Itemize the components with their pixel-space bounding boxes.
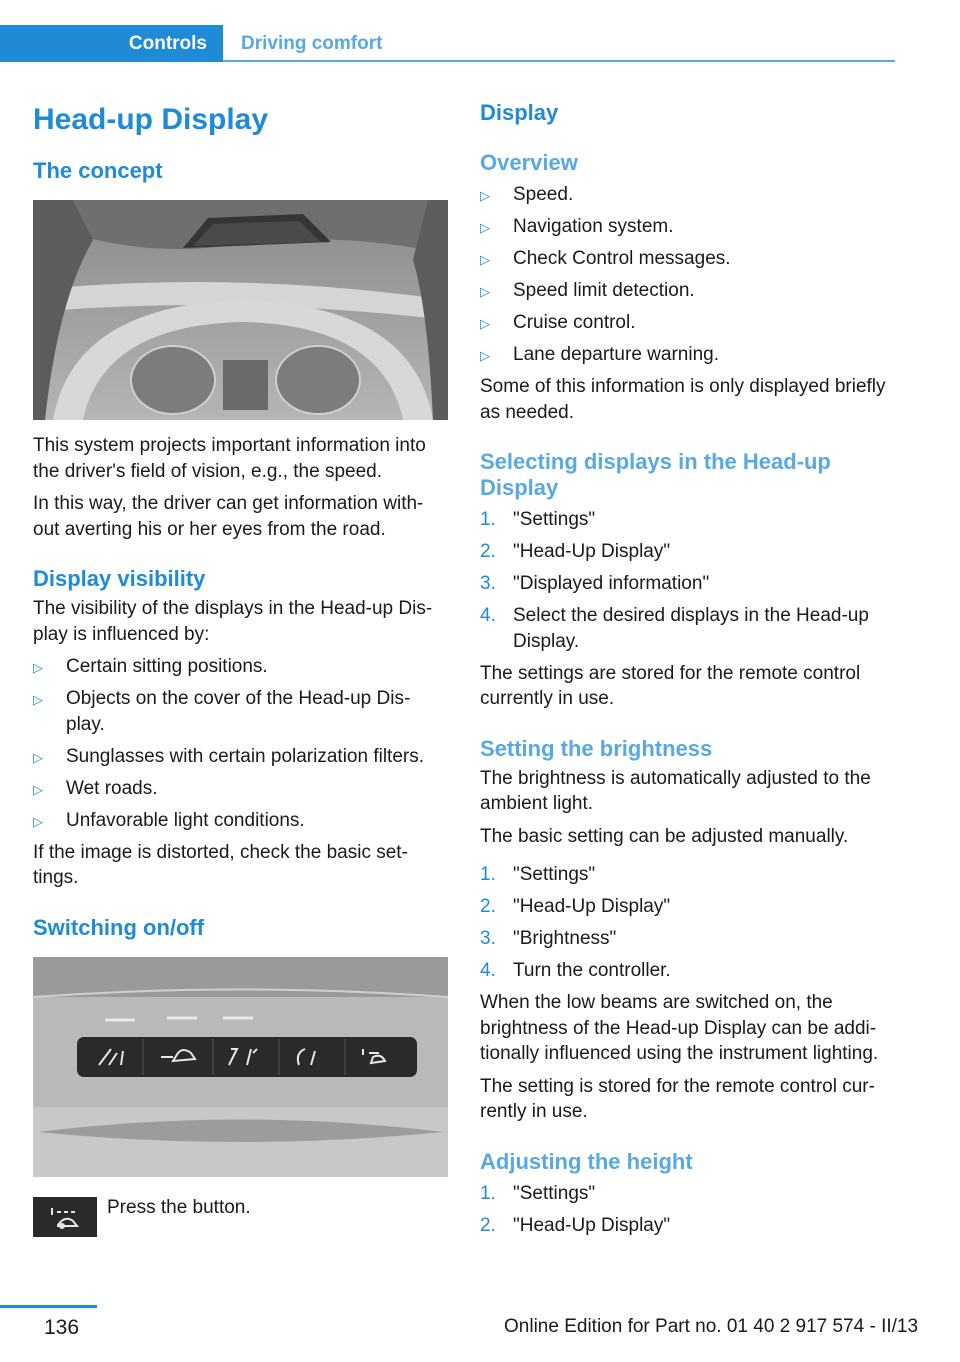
- list-item: ▷ Navigation system.: [480, 214, 898, 240]
- list-item: ▷ Wet roads.: [33, 776, 448, 802]
- concept-paragraph-2: In this way, the driver can get information with‐out averting his or her eyes from the road.: [33, 493, 424, 540]
- step-number: 1.: [480, 864, 496, 885]
- heading-the-concept: The concept: [33, 158, 163, 183]
- page-header: [0, 25, 895, 62]
- heading-overview: Overview: [480, 150, 578, 175]
- heading-setting-brightness: Setting the brightness: [480, 735, 713, 761]
- step-number: 3.: [480, 928, 496, 949]
- bullet-triangle-icon: ▷: [480, 284, 490, 299]
- list-item: ▷ Speed limit detection.: [480, 278, 898, 304]
- step-number: 2.: [480, 1214, 496, 1236]
- head-up-display-button-icon: [33, 1197, 97, 1237]
- brightness-steps: [480, 862, 898, 984]
- list-item: 1. "Settings": [480, 862, 898, 888]
- list-item: 1. "Settings": [480, 1181, 898, 1207]
- heading-display: Display: [480, 100, 559, 125]
- list-item: 3. "Displayed information": [480, 571, 898, 597]
- brightness-paragraph-3: When the low beams are switched on, the brightness of the Head-up Display can be addi‐tionally influenced using the instrument lighting.: [480, 992, 879, 1064]
- list-item: ▷ Unfavorable light conditions.: [33, 808, 448, 834]
- overview-note: Some of this information is only displayed briefly as needed.: [480, 376, 886, 423]
- step-number: 1.: [480, 509, 496, 530]
- left-column: [33, 100, 448, 1243]
- list-item: ▷ Objects on the cover of the Head-up Dis‐play.: [33, 688, 411, 735]
- bullet-triangle-icon: ▷: [33, 781, 43, 797]
- edition-text: Online Edition for Part no. 01 40 2 917 574 - II/13: [504, 1316, 919, 1337]
- page-number: 136: [44, 1316, 80, 1339]
- list-item: 3. "Brightness": [480, 926, 898, 952]
- list-item: ▷ Sunglasses with certain polarization filters.: [33, 744, 448, 770]
- distorted-note: If the image is distorted, check the basic set‐tings.: [33, 841, 408, 888]
- section-tab-controls: Controls: [0, 25, 223, 62]
- brightness-paragraph-1: The brightness is automatically adjusted to the ambient light.: [480, 767, 871, 814]
- bullet-triangle-icon: ▷: [33, 692, 43, 707]
- bullet-triangle-icon: ▷: [480, 188, 490, 203]
- step-number: 1.: [480, 1182, 496, 1204]
- step-number: 2.: [480, 896, 496, 917]
- list-item: ▷ Lane departure warning.: [480, 342, 898, 368]
- bullet-triangle-icon: ▷: [33, 749, 43, 765]
- height-steps: [480, 1181, 898, 1239]
- press-button-row: [33, 1197, 448, 1243]
- cockpit-illustration: [33, 200, 448, 420]
- list-item: 2. "Head-Up Display": [480, 894, 898, 920]
- list-item: 2. "Head-Up Display": [480, 1213, 898, 1239]
- button-panel-image: [33, 957, 448, 1177]
- concept-paragraph-1: This system projects important information into the driver's field of vision, e.g., the speed.: [33, 435, 426, 482]
- bullet-triangle-icon: ▷: [480, 220, 490, 235]
- overview-list: [480, 182, 898, 368]
- list-item: ▷ Certain sitting positions.: [33, 654, 448, 680]
- heading-switching-on-off: Switching on/off: [33, 914, 205, 940]
- visibility-list: [33, 654, 448, 833]
- brightness-paragraph-4: The setting is stored for the remote control cur‐rently in use.: [480, 1075, 875, 1122]
- footer-rule: [0, 1305, 97, 1308]
- page-title: Head-up Display: [33, 103, 269, 136]
- list-item: 4. Select the desired displays in the Head-up Display.: [480, 605, 869, 652]
- step-number: 2.: [480, 541, 496, 562]
- list-item: 1. "Settings": [480, 507, 898, 533]
- bullet-triangle-icon: ▷: [480, 252, 490, 267]
- list-item: ▷ Check Control messages.: [480, 246, 898, 272]
- heading-selecting-displays: Selecting displays in the Head-up Display: [480, 449, 831, 500]
- heading-display-visibility: Display visibility: [33, 566, 206, 591]
- list-item: 2. "Head-Up Display": [480, 539, 898, 565]
- bullet-triangle-icon: ▷: [480, 316, 490, 331]
- bullet-triangle-icon: ▷: [33, 660, 43, 675]
- cockpit-image: [33, 200, 448, 420]
- brightness-paragraph-2: The basic setting can be adjusted manually.: [480, 825, 849, 847]
- press-button-text: Press the button.: [107, 1196, 251, 1218]
- step-number: 4.: [480, 605, 496, 626]
- heading-adjusting-height: Adjusting the height: [480, 1148, 693, 1174]
- selecting-steps: [480, 507, 898, 654]
- button-panel-illustration: [33, 957, 448, 1177]
- right-column: [480, 100, 898, 1245]
- section-tab-driving-comfort: Driving comfort: [241, 32, 383, 54]
- list-item: 4. Turn the controller.: [480, 958, 898, 984]
- step-number: 4.: [480, 960, 496, 981]
- list-item: ▷ Cruise control.: [480, 310, 898, 336]
- bullet-triangle-icon: ▷: [33, 813, 43, 829]
- header-rule: [223, 60, 895, 62]
- step-number: 3.: [480, 573, 496, 594]
- list-item: ▷ Speed.: [480, 182, 898, 208]
- visibility-intro: The visibility of the displays in the Head-up Dis‐play is influenced by:: [33, 598, 433, 645]
- selecting-note: The settings are stored for the remote control currently in use.: [480, 662, 861, 709]
- bullet-triangle-icon: ▷: [480, 348, 490, 363]
